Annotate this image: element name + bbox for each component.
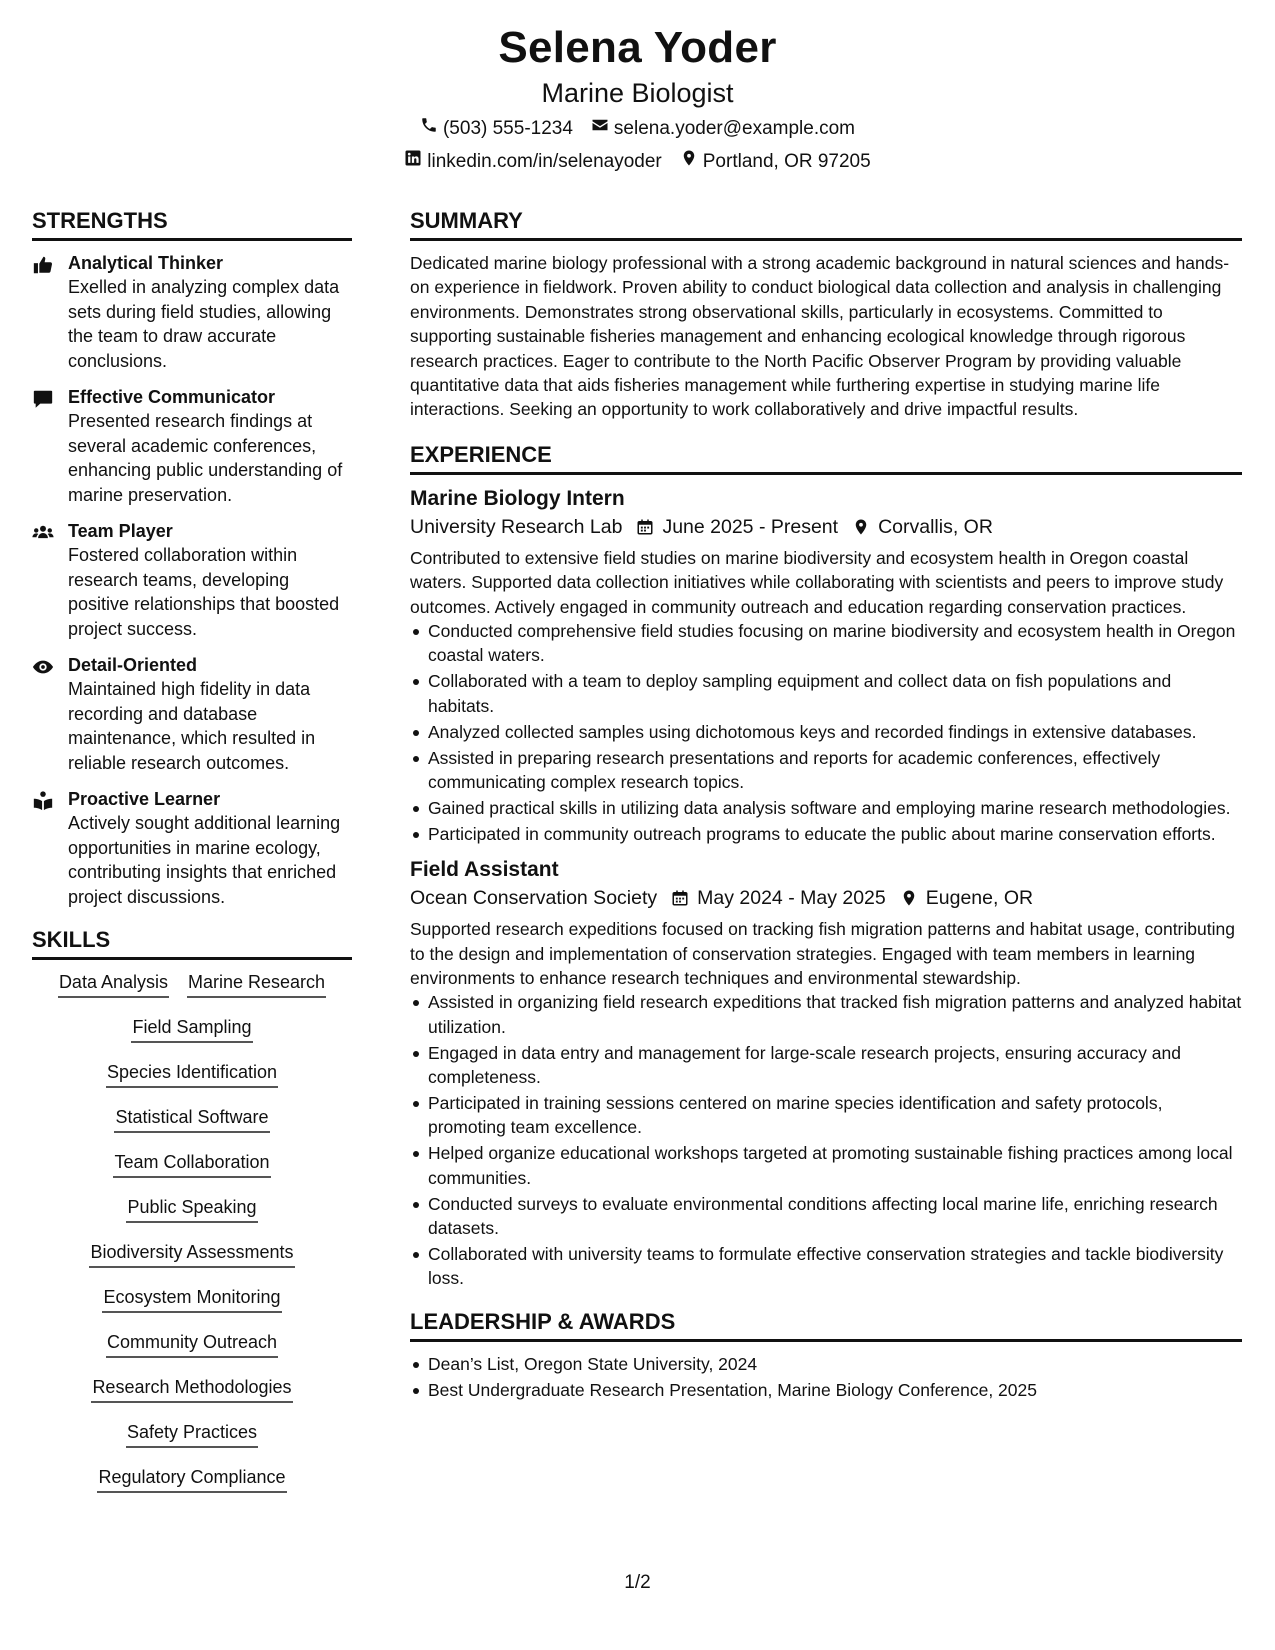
skill-tag: Safety Practices <box>126 1420 258 1448</box>
candidate-title: Marine Biologist <box>541 78 734 108</box>
skill-tag: Community Outreach <box>106 1330 278 1358</box>
bullet-item: Collaborated with university teams to formulate effective conservation strategies and tackle biodiversity loss. <box>428 1242 1242 1291</box>
strength-desc: Actively sought additional learning opportunities in marine ecology, contributing insights that enriched project discussions. <box>68 813 341 907</box>
skill-tag: Statistical Software <box>114 1105 269 1133</box>
linkedin-text: linkedin.com/in/selenayoder <box>427 150 662 172</box>
map-pin-icon <box>900 889 918 907</box>
job-dates: June 2025 - Present <box>662 515 839 538</box>
calendar-icon <box>671 889 689 907</box>
strength-desc: Exelled in analyzing complex data sets during field studies, allowing the team to draw accurate conclusions. <box>68 277 340 371</box>
strength-title: Detail-Oriented <box>68 655 198 675</box>
bullet-item: Participated in training sessions centered on marine species identification and safety protocols, promoting team excellence. <box>428 1091 1242 1140</box>
contact-row-1 <box>0 116 1275 141</box>
skill-tag: Marine Research <box>187 970 326 998</box>
skill-row <box>32 1465 352 1510</box>
skill-tag: Public Speaking <box>126 1195 257 1223</box>
bullet-item: Collaborated with a team to deploy sampling equipment and collect data on fish populations and habitats. <box>428 669 1242 718</box>
location-text: Portland, OR 97205 <box>702 150 871 172</box>
job-entry <box>410 856 1242 1291</box>
award-item: Best Undergraduate Research Presentation, Marine Biology Conference, 2025 <box>428 1378 1242 1402</box>
job-dates: May 2024 - May 2025 <box>697 887 886 910</box>
job-description: Supported research expeditions focused on tracking fish migration patterns and habitat usage, contributing to the design and implementation of conservation strategies. Engaged with team members in learning environments to enhance research techniques and environmental stewardship. <box>410 919 1235 989</box>
bullet-item: Helped organize educational workshops targeted at promoting sustainable fishing practices among local communities. <box>428 1141 1242 1190</box>
strength-desc: Fostered collaboration within research teams, developing positive relationships that boosted project success. <box>68 545 340 639</box>
strength-item <box>32 519 352 641</box>
skill-tag: Species Identification <box>106 1060 278 1088</box>
strengths-heading: STRENGTHS <box>32 206 352 241</box>
bullet-item: Engaged in data entry and management for large-scale research projects, ensuring accuracy and completeness. <box>428 1041 1242 1090</box>
page-number: 1/2 <box>624 1572 651 1593</box>
job-description: Contributed to extensive field studies on marine biodiversity and ecosystem health in Oregon coastal waters. Supported data collection initiatives while collaborating with scientists and peers to improve study outcomes. Actively engaged in community outreach and education regarding conservation practices. <box>410 547 1224 617</box>
speech-bubble-icon <box>32 385 56 507</box>
job-meta <box>410 884 1242 912</box>
contact-linkedin[interactable] <box>404 149 661 174</box>
bullet-item: Conducted comprehensive field studies focusing on marine biodiversity and ecosystem health in Oregon coastal waters. <box>428 619 1242 668</box>
skill-row <box>32 1060 352 1105</box>
linkedin-icon <box>404 149 422 174</box>
contact-location <box>680 149 871 174</box>
map-pin-icon <box>680 149 698 174</box>
skill-row <box>32 1015 352 1060</box>
bullet-item: Assisted in organizing field research expeditions that tracked fish migration patterns and analyzed habitat utilization. <box>428 990 1242 1039</box>
job-company: Ocean Conservation Society <box>410 887 658 910</box>
strength-item <box>32 251 352 373</box>
phone-icon <box>420 116 438 141</box>
strength-item <box>32 787 352 909</box>
job-location: Corvallis, OR <box>878 515 993 538</box>
bullet-item: Gained practical skills in utilizing data analysis software and employing marine research methodologies. <box>428 796 1242 820</box>
job-company: University Research Lab <box>410 515 623 538</box>
summary-text: Dedicated marine biology professional with a strong academic background in natural sciences and hands-on experience in fieldwork. Proven ability to conduct biological data collection and analysis in challenging environments. Demonstrates strong observational skills, particularly in ecosystems. Committed to supporting sustainable fisheries management and enhancing ecological knowledge through rigorous research practices. Eager to contribute to the North Pacific Observer Program by providing valuable quantitative data that aids fisheries management while furthering expertise in studying marine life interactions. Seeking an opportunity to work collaboratively and drive impactful results. <box>410 253 1230 420</box>
bullet-item: Assisted in preparing research presentations and reports for academic conferences, effectively communicating complex research topics. <box>428 746 1242 795</box>
skills-list <box>32 970 352 1510</box>
skill-row <box>32 1330 352 1375</box>
skill-row <box>32 1150 352 1195</box>
email-text: selena.yoder@example.com <box>613 117 855 139</box>
bullet-item: Participated in community outreach programs to educate the public about marine conservation efforts. <box>428 822 1242 846</box>
strength-title: Proactive Learner <box>68 789 221 809</box>
job-title: Field Assistant <box>410 858 559 882</box>
skill-tag: Regulatory Compliance <box>97 1465 286 1493</box>
leadership-heading: LEADERSHIP & AWARDS <box>410 1307 1242 1342</box>
contact-email[interactable] <box>591 116 855 141</box>
bullet-item: Conducted surveys to evaluate environmental conditions affecting local marine life, enriching research datasets. <box>428 1192 1242 1241</box>
skill-row <box>32 1375 352 1420</box>
job-entry <box>410 485 1242 846</box>
left-column <box>32 206 352 1510</box>
calendar-icon <box>636 518 654 536</box>
skill-tag: Ecosystem Monitoring <box>102 1285 281 1313</box>
candidate-name: Selena Yoder <box>498 23 777 72</box>
job-location: Eugene, OR <box>925 887 1034 910</box>
phone-text: (503) 555-1234 <box>442 117 573 139</box>
users-icon <box>32 519 56 641</box>
strength-item <box>32 385 352 507</box>
job-title: Marine Biology Intern <box>410 486 625 510</box>
contact-phone[interactable] <box>420 116 573 141</box>
skill-tag: Field Sampling <box>131 1015 252 1043</box>
skill-row <box>32 1240 352 1285</box>
summary-heading: SUMMARY <box>410 206 1242 241</box>
award-item: Dean’s List, Oregon State University, 2024 <box>428 1352 1242 1376</box>
thumbs-up-icon <box>32 251 56 373</box>
strength-desc: Maintained high fidelity in data recording and database maintenance, which resulted in reliable research outcomes. <box>68 679 316 773</box>
job-meta <box>410 513 1242 541</box>
resume-header <box>0 22 1275 174</box>
contact-row-2 <box>0 149 1275 174</box>
skill-row <box>32 1420 352 1465</box>
strength-item <box>32 653 352 775</box>
job-bullets <box>410 990 1242 1290</box>
skill-tag: Data Analysis <box>58 970 169 998</box>
skills-heading: SKILLS <box>32 925 352 960</box>
experience-heading: EXPERIENCE <box>410 440 1242 475</box>
awards-list <box>410 1352 1242 1402</box>
skill-row <box>32 1285 352 1330</box>
strength-title: Team Player <box>68 521 173 541</box>
skill-row <box>32 1105 352 1150</box>
skill-row <box>32 1195 352 1240</box>
strength-desc: Presented research findings at several academic conferences, enhancing public understanding of marine preservation. <box>68 411 343 505</box>
strength-title: Effective Communicator <box>68 387 276 407</box>
skill-row <box>32 970 352 1015</box>
skill-tag: Research Methodologies <box>91 1375 292 1403</box>
map-pin-icon <box>852 518 870 536</box>
skill-tag: Team Collaboration <box>113 1150 270 1178</box>
strength-title: Analytical Thinker <box>68 253 224 273</box>
book-reader-icon <box>32 787 56 909</box>
eye-icon <box>32 653 56 775</box>
right-column <box>410 206 1242 1404</box>
job-bullets <box>410 619 1242 846</box>
envelope-icon <box>591 116 609 141</box>
bullet-item: Analyzed collected samples using dichotomous keys and recorded findings in extensive databases. <box>428 720 1242 744</box>
skill-tag: Biodiversity Assessments <box>89 1240 294 1268</box>
